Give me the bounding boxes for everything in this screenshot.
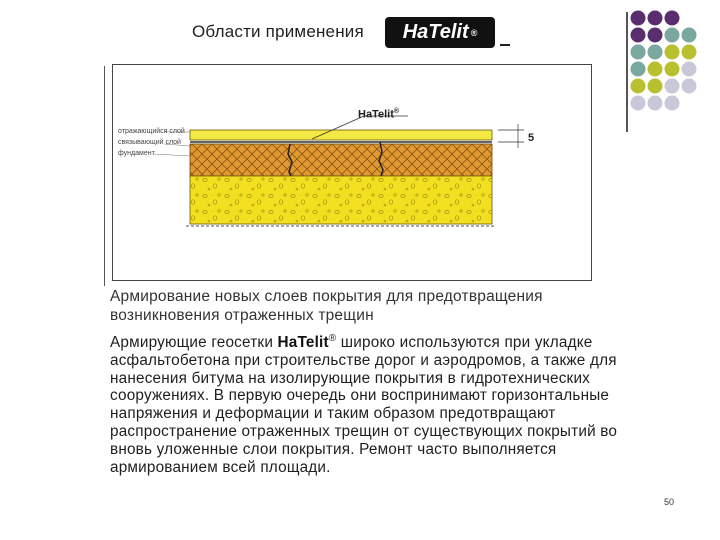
callout-registered-mark: ®	[393, 108, 400, 115]
decor-dot	[631, 45, 646, 60]
decor-dot	[648, 11, 663, 26]
decor-dot	[631, 11, 646, 26]
thickness-dimension	[498, 124, 524, 148]
header-rule	[500, 44, 510, 46]
decor-dot	[682, 79, 697, 94]
body-brand-mark: ®	[328, 333, 337, 344]
decor-dot	[648, 79, 663, 94]
decor-dot	[665, 45, 680, 60]
logo-registered-mark: ®	[470, 27, 478, 38]
decorative-vertical-line	[626, 12, 628, 132]
body-paragraph	[110, 330, 620, 476]
diagram-side-line	[104, 66, 105, 286]
decor-dot	[631, 28, 646, 43]
layer-label-reflecting: отражающийся слой	[118, 128, 185, 135]
page-number: 50	[664, 497, 675, 507]
decor-dot	[631, 62, 646, 77]
callout-text: HaTelit	[358, 108, 394, 121]
decor-dot	[665, 11, 680, 26]
body-brand: HaTelit	[277, 334, 329, 352]
decor-dot	[665, 62, 680, 77]
body-intro: Армирующие геосетки	[110, 334, 278, 352]
body-rest: при укладке асфальтобетона при строительстве дорог и аэродромов, а также для нанесения битума на изолирующие покрытия в гидротехнических сооружениях. В первую очередь они воспринимают горизонтальные напряжения и деформации и таким образом предотвращают распространение отраженных трещин от существующих покрытий во вновь уложенные слои покрытия. Ремонт часто выполняется армированием всей площади.	[110, 334, 618, 476]
diagram-callout-hatelit	[358, 108, 399, 121]
decor-dot	[665, 79, 680, 94]
decor-dot	[631, 96, 646, 111]
logo-text: HaTelit	[402, 21, 469, 43]
decor-dot	[648, 62, 663, 77]
hatelit-logo	[385, 17, 495, 48]
top-asphalt-layer	[190, 130, 492, 140]
decor-dot	[648, 96, 663, 111]
dimension-label: 5	[528, 132, 535, 144]
decor-dot	[648, 28, 663, 43]
layer-label-binder: связывающий слой	[118, 139, 181, 146]
decor-dot	[682, 28, 697, 43]
body-intro-end: широко используются	[336, 334, 500, 352]
page-title: Области применения	[192, 22, 364, 41]
decorative-dot-grid	[622, 8, 718, 138]
figure-caption: Армирование новых слоев покрытия для предотвращения возникновения отраженных трещин	[110, 288, 543, 324]
decor-dot	[665, 28, 680, 43]
pavement-cross-section-diagram	[112, 64, 590, 279]
decor-dot	[682, 62, 697, 77]
layer-label-foundation: фундамент	[118, 150, 155, 157]
decor-dot	[631, 79, 646, 94]
decor-dot	[665, 96, 680, 111]
decor-dot	[648, 45, 663, 60]
decor-dot	[682, 45, 697, 60]
